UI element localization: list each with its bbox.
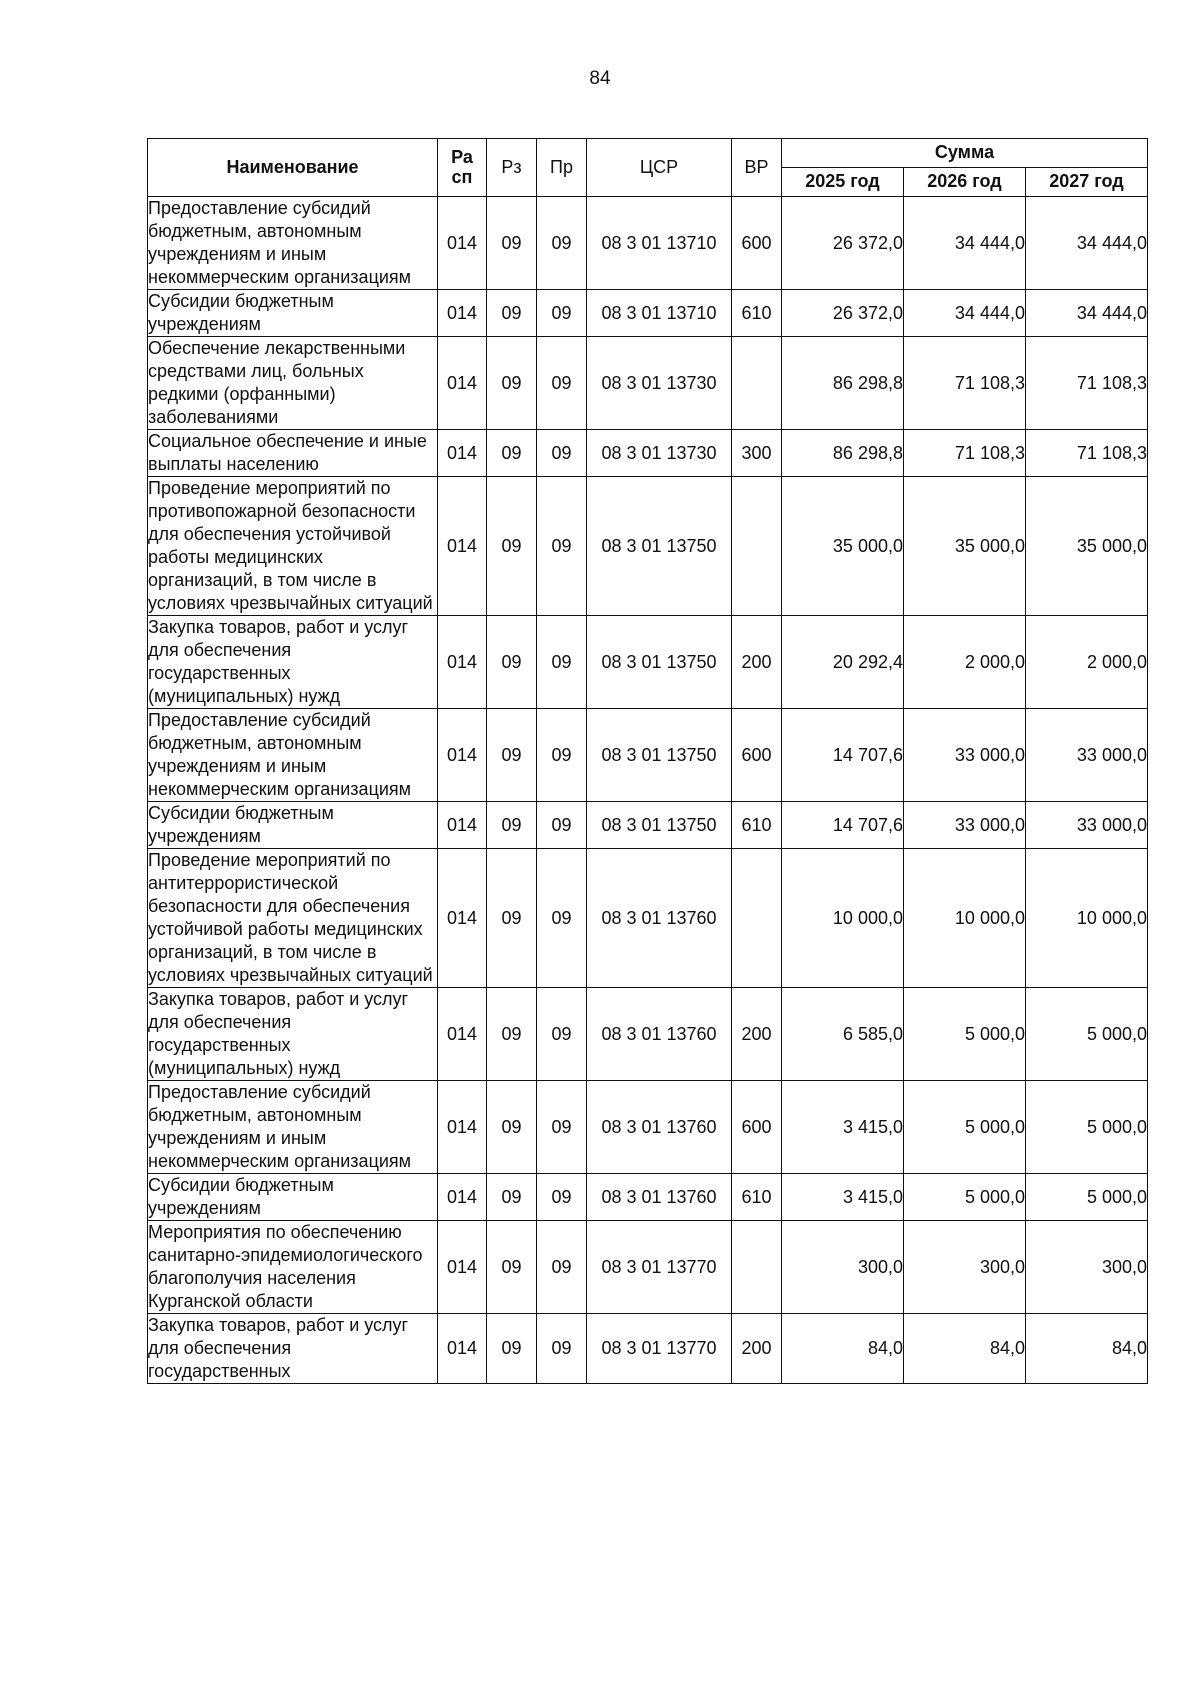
- cell-rz: 09: [487, 988, 537, 1081]
- cell-rasp: 014: [438, 849, 487, 988]
- cell-csr: 08 3 01 13710: [587, 290, 732, 337]
- cell-name: Субсидии бюджетным учреждениям: [148, 1174, 438, 1221]
- header-pr: Пр: [537, 139, 587, 197]
- header-rasp-line2: сп: [451, 166, 473, 187]
- cell-rz: 09: [487, 477, 537, 616]
- cell-rasp: 014: [438, 988, 487, 1081]
- table-header: [148, 139, 1148, 197]
- cell-rasp: 014: [438, 1174, 487, 1221]
- cell-rz: 09: [487, 1314, 537, 1384]
- cell-amount-2025: 26 372,0: [782, 290, 904, 337]
- cell-rasp: 014: [438, 1221, 487, 1314]
- header-vr: ВР: [732, 139, 782, 197]
- cell-rz: 09: [487, 290, 537, 337]
- table-row: [148, 197, 1148, 290]
- cell-amount-2027: 5 000,0: [1026, 1174, 1148, 1221]
- cell-amount-2026: 33 000,0: [904, 709, 1026, 802]
- cell-amount-2025: 14 707,6: [782, 802, 904, 849]
- header-rz: Рз: [487, 139, 537, 197]
- cell-rz: 09: [487, 1221, 537, 1314]
- cell-amount-2025: 14 707,6: [782, 709, 904, 802]
- table-row: [148, 1221, 1148, 1314]
- cell-csr: 08 3 01 13750: [587, 709, 732, 802]
- cell-amount-2026: 33 000,0: [904, 802, 1026, 849]
- cell-csr: 08 3 01 13760: [587, 1081, 732, 1174]
- cell-amount-2026: 10 000,0: [904, 849, 1026, 988]
- table-row: [148, 988, 1148, 1081]
- budget-table: [147, 138, 1148, 1384]
- cell-rasp: 014: [438, 477, 487, 616]
- cell-vr: 200: [732, 988, 782, 1081]
- cell-amount-2027: 35 000,0: [1026, 477, 1148, 616]
- cell-amount-2025: 6 585,0: [782, 988, 904, 1081]
- cell-name: Обеспечение лекарственными средствами лиц, больных редкими (орфанными) заболеваниями: [148, 337, 438, 430]
- table-row: [148, 849, 1148, 988]
- table-row: [148, 1314, 1148, 1384]
- cell-vr: 600: [732, 1081, 782, 1174]
- cell-amount-2027: 300,0: [1026, 1221, 1148, 1314]
- cell-amount-2026: 84,0: [904, 1314, 1026, 1384]
- table-row: [148, 477, 1148, 616]
- cell-amount-2026: 300,0: [904, 1221, 1026, 1314]
- cell-amount-2027: 5 000,0: [1026, 1081, 1148, 1174]
- cell-vr: 200: [732, 616, 782, 709]
- cell-amount-2027: 5 000,0: [1026, 988, 1148, 1081]
- cell-csr: 08 3 01 13710: [587, 197, 732, 290]
- header-csr: ЦСР: [587, 139, 732, 197]
- cell-rasp: 014: [438, 802, 487, 849]
- cell-rz: 09: [487, 430, 537, 477]
- cell-name: Субсидии бюджетным учреждениям: [148, 290, 438, 337]
- cell-amount-2025: 20 292,4: [782, 616, 904, 709]
- cell-name: Проведение мероприятий по противопожарной безопасности для обеспечения устойчивой работы медицинских организаций, в том числе в условиях чрезвычайных ситуаций: [148, 477, 438, 616]
- cell-amount-2027: 71 108,3: [1026, 337, 1148, 430]
- cell-amount-2027: 34 444,0: [1026, 197, 1148, 290]
- cell-amount-2025: 10 000,0: [782, 849, 904, 988]
- cell-name: Проведение мероприятий по антитеррористической безопасности для обеспечения устойчивой работы медицинских организаций, в том числе в условиях чрезвычайных ситуаций: [148, 849, 438, 988]
- cell-amount-2027: 71 108,3: [1026, 430, 1148, 477]
- cell-rasp: 014: [438, 709, 487, 802]
- cell-csr: 08 3 01 13750: [587, 802, 732, 849]
- header-sum: Сумма: [782, 139, 1148, 168]
- table-row: [148, 616, 1148, 709]
- cell-vr: [732, 849, 782, 988]
- cell-pr: 09: [537, 849, 587, 988]
- cell-rz: 09: [487, 337, 537, 430]
- table-row: [148, 290, 1148, 337]
- cell-vr: 300: [732, 430, 782, 477]
- cell-name: Предоставление субсидий бюджетным, автономным учреждениям и иным некоммерческим организациям: [148, 1081, 438, 1174]
- cell-name: Социальное обеспечение и иные выплаты населению: [148, 430, 438, 477]
- page-number: 84: [589, 68, 611, 89]
- cell-pr: 09: [537, 1081, 587, 1174]
- cell-pr: 09: [537, 430, 587, 477]
- cell-rasp: 014: [438, 197, 487, 290]
- cell-rasp: 014: [438, 430, 487, 477]
- cell-vr: 200: [732, 1314, 782, 1384]
- header-year-2026: 2026 год: [904, 168, 1026, 197]
- table-row: [148, 802, 1148, 849]
- cell-amount-2025: 86 298,8: [782, 337, 904, 430]
- cell-rz: 09: [487, 1174, 537, 1221]
- cell-vr: [732, 477, 782, 616]
- cell-amount-2025: 3 415,0: [782, 1174, 904, 1221]
- cell-csr: 08 3 01 13730: [587, 430, 732, 477]
- cell-pr: 09: [537, 1174, 587, 1221]
- cell-amount-2026: 2 000,0: [904, 616, 1026, 709]
- cell-rz: 09: [487, 197, 537, 290]
- cell-pr: 09: [537, 1221, 587, 1314]
- cell-csr: 08 3 01 13760: [587, 849, 732, 988]
- cell-pr: 09: [537, 988, 587, 1081]
- cell-amount-2027: 2 000,0: [1026, 616, 1148, 709]
- cell-amount-2025: 26 372,0: [782, 197, 904, 290]
- header-rasp-line1: Ра: [451, 146, 473, 167]
- cell-vr: 610: [732, 1174, 782, 1221]
- cell-name: Закупка товаров, работ и услуг для обеспечения государственных (муниципальных) нужд: [148, 988, 438, 1081]
- cell-amount-2025: 84,0: [782, 1314, 904, 1384]
- cell-vr: 610: [732, 802, 782, 849]
- cell-amount-2027: 84,0: [1026, 1314, 1148, 1384]
- cell-amount-2025: 86 298,8: [782, 430, 904, 477]
- cell-amount-2027: 33 000,0: [1026, 709, 1148, 802]
- cell-pr: 09: [537, 290, 587, 337]
- cell-rasp: 014: [438, 1314, 487, 1384]
- header-name: Наименование: [148, 139, 438, 197]
- cell-rasp: 014: [438, 337, 487, 430]
- cell-pr: 09: [537, 616, 587, 709]
- cell-rz: 09: [487, 849, 537, 988]
- table-row: [148, 1081, 1148, 1174]
- cell-rz: 09: [487, 1081, 537, 1174]
- cell-vr: [732, 1221, 782, 1314]
- cell-vr: 610: [732, 290, 782, 337]
- cell-pr: 09: [537, 477, 587, 616]
- header-year-2025: 2025 год: [782, 168, 904, 197]
- cell-amount-2026: 71 108,3: [904, 430, 1026, 477]
- cell-amount-2025: 300,0: [782, 1221, 904, 1314]
- cell-csr: 08 3 01 13730: [587, 337, 732, 430]
- cell-amount-2025: 35 000,0: [782, 477, 904, 616]
- cell-csr: 08 3 01 13770: [587, 1314, 732, 1384]
- cell-rz: 09: [487, 616, 537, 709]
- cell-name: Закупка товаров, работ и услуг для обеспечения государственных: [148, 1314, 438, 1384]
- cell-pr: 09: [537, 802, 587, 849]
- header-year-2027: 2027 год: [1026, 168, 1148, 197]
- cell-rasp: 014: [438, 290, 487, 337]
- cell-amount-2027: 33 000,0: [1026, 802, 1148, 849]
- table-row: [148, 337, 1148, 430]
- cell-amount-2026: 5 000,0: [904, 988, 1026, 1081]
- cell-rasp: 014: [438, 616, 487, 709]
- cell-csr: 08 3 01 13750: [587, 616, 732, 709]
- cell-amount-2026: 71 108,3: [904, 337, 1026, 430]
- cell-pr: 09: [537, 709, 587, 802]
- cell-vr: [732, 337, 782, 430]
- cell-csr: 08 3 01 13760: [587, 1174, 732, 1221]
- cell-amount-2027: 34 444,0: [1026, 290, 1148, 337]
- cell-name: Предоставление субсидий бюджетным, автономным учреждениям и иным некоммерческим организациям: [148, 709, 438, 802]
- cell-csr: 08 3 01 13760: [587, 988, 732, 1081]
- cell-vr: 600: [732, 709, 782, 802]
- header-rasp: [438, 139, 487, 197]
- cell-vr: 600: [732, 197, 782, 290]
- cell-amount-2026: 35 000,0: [904, 477, 1026, 616]
- cell-rz: 09: [487, 709, 537, 802]
- cell-rasp: 014: [438, 1081, 487, 1174]
- cell-pr: 09: [537, 337, 587, 430]
- cell-name: Субсидии бюджетным учреждениям: [148, 802, 438, 849]
- cell-csr: 08 3 01 13770: [587, 1221, 732, 1314]
- table-row: [148, 709, 1148, 802]
- cell-amount-2026: 5 000,0: [904, 1174, 1026, 1221]
- cell-rz: 09: [487, 802, 537, 849]
- cell-amount-2027: 10 000,0: [1026, 849, 1148, 988]
- cell-pr: 09: [537, 1314, 587, 1384]
- cell-amount-2026: 5 000,0: [904, 1081, 1026, 1174]
- cell-amount-2025: 3 415,0: [782, 1081, 904, 1174]
- table-body: [148, 197, 1148, 1384]
- cell-pr: 09: [537, 197, 587, 290]
- cell-name: Предоставление субсидий бюджетным, автономным учреждениям и иным некоммерческим организациям: [148, 197, 438, 290]
- cell-name: Мероприятия по обеспечению санитарно-эпидемиологического благополучия населения Курганской области: [148, 1221, 438, 1314]
- table-row: [148, 1174, 1148, 1221]
- cell-amount-2026: 34 444,0: [904, 197, 1026, 290]
- cell-csr: 08 3 01 13750: [587, 477, 732, 616]
- cell-amount-2026: 34 444,0: [904, 290, 1026, 337]
- table-row: [148, 430, 1148, 477]
- cell-name: Закупка товаров, работ и услуг для обеспечения государственных (муниципальных) нужд: [148, 616, 438, 709]
